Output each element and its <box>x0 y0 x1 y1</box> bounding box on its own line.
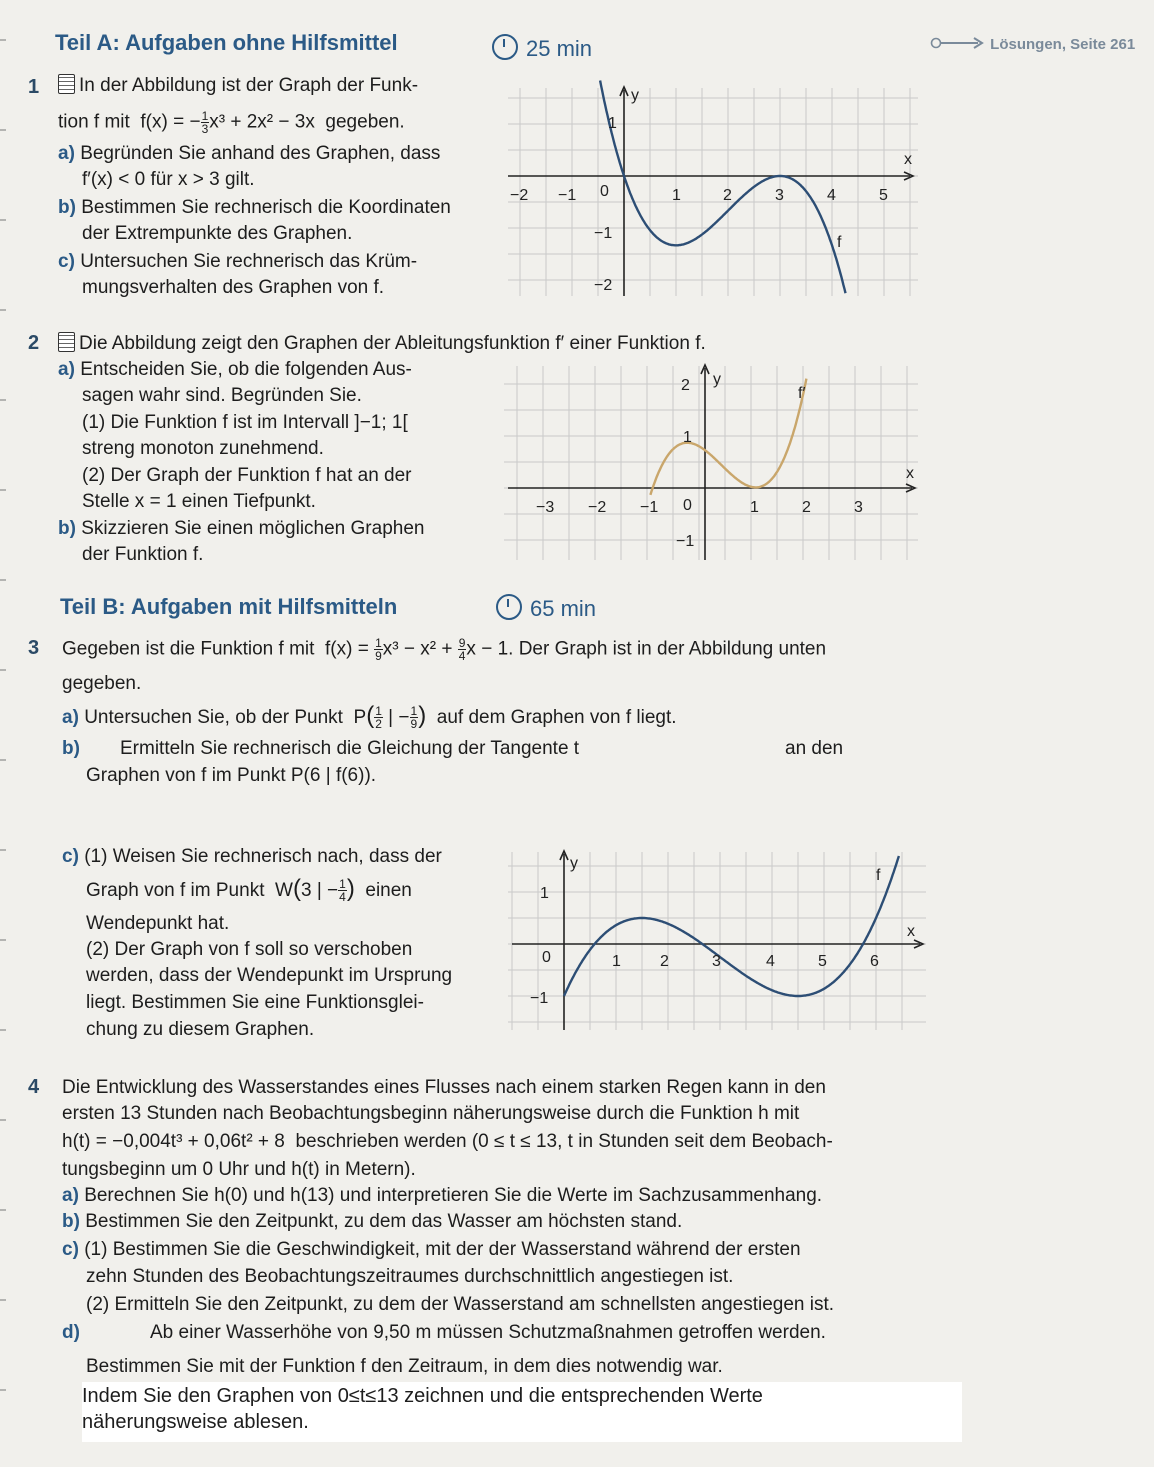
task1-number: 1 <box>28 76 40 98</box>
no-calculator-icon <box>58 332 75 352</box>
graph1-xtick: 0 <box>600 183 609 200</box>
task3-c-7: chung zu diesem Graphen. <box>86 1019 315 1040</box>
graph3-xtick: 4 <box>766 953 775 970</box>
graph2-curve-fprime <box>650 379 806 495</box>
graph1-x-label: x <box>904 151 912 168</box>
task3-b-1b: an den <box>785 738 844 759</box>
task4-d-3: Indem Sie den Graphen von 0≤t≤13 zeichnen und die entsprechenden Werte <box>82 1385 763 1407</box>
task2-s2-2: Stelle x = 1 einen Tiefpunkt. <box>82 491 316 512</box>
part-a-time: 25 min <box>492 34 592 62</box>
part-b-time: 65 min <box>496 594 596 622</box>
task2-s2: (2) Der Graph der Funktion f hat an der <box>82 465 412 486</box>
graph2-y-label: y <box>713 371 721 388</box>
graph1-xtick: 2 <box>723 187 732 204</box>
graph1-curve-label: f <box>837 234 842 251</box>
no-calculator-icon <box>58 74 75 94</box>
task3-c-2: Graph von f im Punkt W(3 | − $\frac{1}{4}$ ) einen <box>86 875 412 905</box>
task4-l2: ersten 13 Stunden nach Beobachtungsbeginn näherungsweise durch die Funktion h mit <box>62 1103 800 1124</box>
task1-b-2: der Extrempunkte des Graphen. <box>82 223 353 244</box>
part-a-title: Teil A: Aufgaben ohne Hilfsmittel <box>55 30 398 55</box>
task4-c-2: zehn Stunden des Beobachtungszeitraumes durchschnittlich angestiegen ist. <box>86 1266 734 1287</box>
graph3-x-label: x <box>907 923 915 940</box>
graph1-xtick: −2 <box>510 187 529 204</box>
task3-c: c) (1) Weisen Sie rechnerisch nach, dass der <box>62 846 442 867</box>
graph1-ytick: −1 <box>594 225 613 242</box>
task4-a: a) Berechnen Sie h(0) und h(13) und interpretieren Sie die Werte im Sachzusammenhang. <box>62 1185 823 1206</box>
task1-c: c) Untersuchen Sie rechnerisch das Krüm- <box>58 251 418 272</box>
part-b-title: Teil B: Aufgaben mit Hilfsmitteln <box>60 594 398 619</box>
graph2-xtick: −3 <box>536 499 555 516</box>
task4-c-3: (2) Ermitteln Sie den Zeitpunkt, zu dem der Wasserstand am schnellsten angestiegen ist. <box>86 1294 835 1315</box>
graph3-ytick: 1 <box>540 885 549 902</box>
task4-d-1: Ab einer Wasserhöhe von 9,50 m müssen Schutzmaßnahmen getroffen werden. <box>150 1322 826 1343</box>
graph1-xtick: −1 <box>558 187 577 204</box>
task1-intro-2: tion f mit f(x) = − $\frac{1}{3}$ x³ + 2x² − 3x gegeben. <box>58 109 405 136</box>
task3-c-3: Wendepunkt hat. <box>86 913 230 934</box>
task3-b: b) <box>62 738 80 759</box>
graph3-curve-label: f <box>876 867 881 884</box>
task1-c-2: mungsverhalten des Graphen von f. <box>82 277 385 298</box>
graph2-x-label: x <box>906 465 914 482</box>
task3-intro: Gegeben ist die Funktion f mit f(x) = $\frac{1}{9}$ x³ − x² + $\frac{9}{4}$ x − 1. Der Graph ist in der Abbildung unten <box>62 636 827 663</box>
task4-l4: tungsbeginn um 0 Uhr und h(t) in Metern). <box>62 1159 416 1180</box>
task3-c-4: (2) Der Graph von f soll so verschoben <box>86 939 413 960</box>
graph2-xtick: 2 <box>802 499 811 516</box>
task2-s1-2: streng monoton zunehmend. <box>82 438 324 459</box>
task2-b: b) Skizzieren Sie einen möglichen Graphen <box>58 518 425 539</box>
task4-c: c) (1) Bestimmen Sie die Geschwindigkeit, mit der der Wasserstand während der ersten <box>62 1239 801 1260</box>
graph2-xtick: −1 <box>640 499 659 516</box>
graph1-ytick: −2 <box>594 277 613 294</box>
task1-b: b) Bestimmen Sie rechnerisch die Koordinaten <box>58 197 451 218</box>
graph1-xtick: 4 <box>827 187 836 204</box>
task2-b-2: der Funktion f. <box>82 544 204 565</box>
task4-b: b) Bestimmen Sie den Zeitpunkt, zu dem das Wasser am höchsten stand. <box>62 1211 683 1232</box>
graph-2 <box>500 362 920 562</box>
graph3-xtick: 1 <box>612 953 621 970</box>
graph2-xtick: −2 <box>588 499 607 516</box>
task3-intro-2: gegeben. <box>62 673 142 694</box>
graph3-xtick: 3 <box>712 953 721 970</box>
task4-d-4: näherungsweise ablesen. <box>82 1411 309 1433</box>
graph3-y-label: y <box>570 855 578 872</box>
task2-s1: (1) Die Funktion f ist im Intervall ]−1; 1[ <box>82 412 408 433</box>
graph3-xtick: 6 <box>870 953 879 970</box>
task3-number: 3 <box>28 637 40 659</box>
graph-1 <box>500 80 920 298</box>
clock-icon <box>496 594 522 620</box>
graph1-xtick: 5 <box>879 187 888 204</box>
task3-a: a) Untersuchen Sie, ob der Punkt P( $\frac{1}{2}$ | − $\frac{1}{9}$ ) auf dem Graphen von f liegt. <box>62 702 677 732</box>
graph-3 <box>504 846 928 1032</box>
task2-intro: Die Abbildung zeigt den Graphen der Ableitungsfunktion f′ einer Funktion f. <box>58 332 706 356</box>
graph3-xtick: 5 <box>818 953 827 970</box>
task1-a-2: f′(x) < 0 für x > 3 gilt. <box>82 169 255 190</box>
task4-d-2: Bestimmen Sie mit der Funktion f den Zeitraum, in dem dies notwendig war. <box>86 1356 723 1377</box>
arrow-icon <box>930 36 986 50</box>
graph1-xtick: 3 <box>775 187 784 204</box>
task3-c-5: werden, dass der Wendepunkt im Ursprung <box>86 965 453 986</box>
task1-intro-1: In der Abbildung ist der Graph der Funk- <box>58 74 418 98</box>
task2-number: 2 <box>28 332 40 354</box>
task3-c-6: liegt. Bestimmen Sie eine Funktionsglei- <box>86 992 424 1013</box>
graph2-ytick: 2 <box>681 377 690 394</box>
graph3-xtick: 0 <box>542 949 551 966</box>
graph3-curve-f <box>564 856 899 996</box>
graph2-ytick: −1 <box>676 533 695 550</box>
task4-l3: h(t) = −0,004t³ + 0,06t² + 8 beschrieben werden (0 ≤ t ≤ 13, t in Stunden seit dem Beobach- <box>62 1131 833 1152</box>
graph3-xtick: 2 <box>660 953 669 970</box>
graph2-ytick: 1 <box>683 429 692 446</box>
page-edge-lines <box>0 0 8 1467</box>
task4-d: d) <box>62 1322 80 1343</box>
graph1-y-label: y <box>631 87 639 104</box>
solutions-link[interactable]: Lösungen, Seite 261 <box>930 36 1135 53</box>
graph1-ytick: 1 <box>608 115 617 132</box>
task4-number: 4 <box>28 1076 40 1098</box>
graph2-xtick: 0 <box>683 497 692 514</box>
task3-b-1: Ermitteln Sie rechnerisch die Gleichung der Tangente t <box>120 738 580 759</box>
graph2-xtick: 3 <box>854 499 863 516</box>
task2-a-2: sagen wahr sind. Begründen Sie. <box>82 385 362 406</box>
task2-a: a) Entscheiden Sie, ob die folgenden Aus- <box>58 359 412 380</box>
graph2-xtick: 1 <box>750 499 759 516</box>
clock-icon <box>492 34 518 60</box>
graph2-curve-label: f′ <box>798 385 806 402</box>
task4-l1: Die Entwicklung des Wasserstandes eines Flusses nach einem starken Regen kann in den <box>62 1077 826 1098</box>
graph3-ytick: −1 <box>530 990 549 1007</box>
graph1-xtick: 1 <box>672 187 681 204</box>
task1-a: a) Begründen Sie anhand des Graphen, dass <box>58 143 441 164</box>
task3-b-2: Graphen von f im Punkt P(6 | f(6)). <box>86 765 377 786</box>
